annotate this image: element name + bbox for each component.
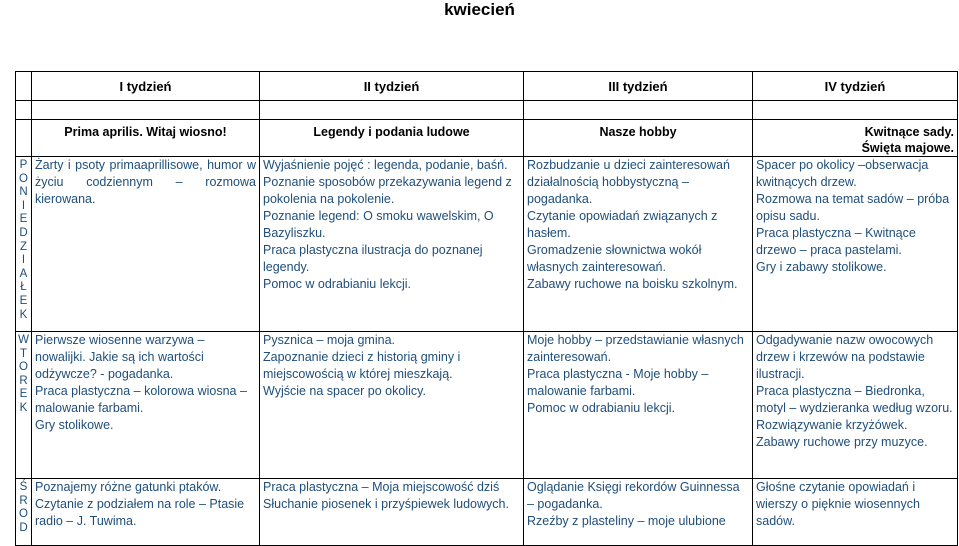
activity: Odgadywanie nazw owocowych drzew i krzewów na podstawie ilustracji. (756, 333, 934, 381)
activity: Poznanie legend: O smoku wawelskim, O Bazyliszku. (263, 209, 494, 240)
activity: Pierwsze wiosenne warzywa – nowalijki. Jakie są ich wartości odżywcze? - pogadanka. (35, 333, 205, 381)
day-label-monday: P O N I E D Z I A Ł E K (16, 157, 32, 332)
week-header: III tydzień (524, 72, 753, 101)
day-row-monday (16, 157, 958, 332)
activity: Gry stolikowe. (35, 418, 114, 432)
topic-week-4 (753, 120, 958, 157)
activity: Rzeźby z plasteliny – moje ulubione (527, 514, 726, 528)
corner-cell (16, 72, 32, 101)
plan-table (15, 71, 958, 546)
activity: Moje hobby – przedstawianie własnych zainteresowań. (527, 333, 744, 364)
activity: Rozbudzanie u dzieci zainteresowań działalnością hobbystyczną – pogadanka. (527, 158, 730, 206)
cell-wed-week-4 (753, 479, 958, 546)
activity: Rozmowa na temat sadów – próba opisu sadu. (756, 192, 950, 223)
activity: Wyjaśnienie pojęć : legenda, podanie, baśń. Poznanie sposobów przekazywania legend z pokolenia na pokolenie. (263, 158, 512, 206)
cell-mon-week-4 (753, 157, 958, 332)
topic-week-4-line-2: Święta majowe. (861, 141, 954, 155)
day-label-tuesday: W T O R E K (16, 332, 32, 479)
topic-corner (16, 120, 32, 157)
activity: Spacer po okolicy –obserwacja kwitnących drzew. (756, 158, 929, 189)
activity: Pomoc w odrabianiu lekcji. (527, 401, 675, 415)
spacer-row (16, 101, 958, 120)
cell-wed-week-1 (32, 479, 260, 546)
week-header: IV tydzień (753, 72, 958, 101)
cell-tue-week-1 (32, 332, 260, 479)
page-title: kwiecień (444, 0, 515, 19)
week-header-row (16, 72, 958, 101)
topic-week-2: Legendy i podania ludowe (260, 120, 524, 157)
cell-wed-week-3 (524, 479, 753, 546)
activity: Praca plastyczna ilustracja do poznanej legendy. (263, 243, 483, 274)
activity: Słuchanie piosenek i przyśpiewek ludowych. (263, 497, 509, 511)
cell-tue-week-4 (753, 332, 958, 479)
week-header: II tydzień (260, 72, 524, 101)
activity: Wyjście na spacer po okolicy. (263, 384, 426, 398)
activity: Oglądanie Księgi rekordów Guinnessa – pogadanka. (527, 480, 740, 511)
topic-week-1: Prima aprilis. Witaj wiosno! (32, 120, 260, 157)
activity: Praca plastyczna – Biedronka, motyl – wydzieranka według wzoru. (756, 384, 953, 415)
day-row-wednesday (16, 479, 958, 546)
cell-tue-week-3 (524, 332, 753, 479)
activity: Głośne czytanie opowiadań i wierszy o pięknie wiosennych sadów. (756, 480, 920, 528)
activity: Poznajemy różne gatunki ptaków. (35, 480, 222, 494)
topic-week-3: Nasze hobby (524, 120, 753, 157)
week-header: I tydzień (32, 72, 260, 101)
activity: Czytanie z podziałem na role – Ptasie radio – J. Tuwima. (35, 497, 245, 528)
activity: Pysznica – moja gmina. (263, 333, 396, 347)
activity: Czytanie opowiadań związanych z hasłem. (527, 209, 718, 240)
day-row-tuesday (16, 332, 958, 479)
cell-wed-week-2 (260, 479, 524, 546)
cell-mon-week-1 (32, 157, 260, 332)
topic-row (16, 120, 958, 157)
topic-week-4-line-1: Kwitnące sady. (864, 125, 954, 139)
cell-tue-week-2 (260, 332, 524, 479)
activity: Żarty i psoty primaaprillisowe, humor w życiu codziennym – rozmowa kierowana. (35, 158, 256, 206)
activity: Praca plastyczna – Kwitnące drzewo – praca pastelami. (756, 226, 916, 257)
activity: Praca plastyczna – kolorowa wiosna – malowanie farbami. (35, 384, 247, 415)
activity: Rozwiązywanie krzyżówek. (756, 418, 908, 432)
activity: Praca plastyczna - Moje hobby – malowanie farbami. (527, 367, 709, 398)
activity: Gry i zabawy stolikowe. (756, 260, 887, 274)
activity: Zabawy ruchowe przy muzyce. (756, 435, 928, 449)
cell-mon-week-3 (524, 157, 753, 332)
cell-mon-week-2 (260, 157, 524, 332)
activity: Zapoznanie dzieci z historią gminy i miejscowością w której mieszkają. (263, 350, 461, 381)
activity: Gromadzenie słownictwa wokół własnych zainteresowań. (527, 243, 702, 274)
activity: Pomoc w odrabianiu lekcji. (263, 277, 411, 291)
activity: Zabawy ruchowe na boisku szkolnym. (527, 277, 738, 291)
activity: Praca plastyczna – Moja miejscowość dziś (263, 480, 500, 494)
day-label-wednesday: Ś R O D (16, 479, 32, 546)
